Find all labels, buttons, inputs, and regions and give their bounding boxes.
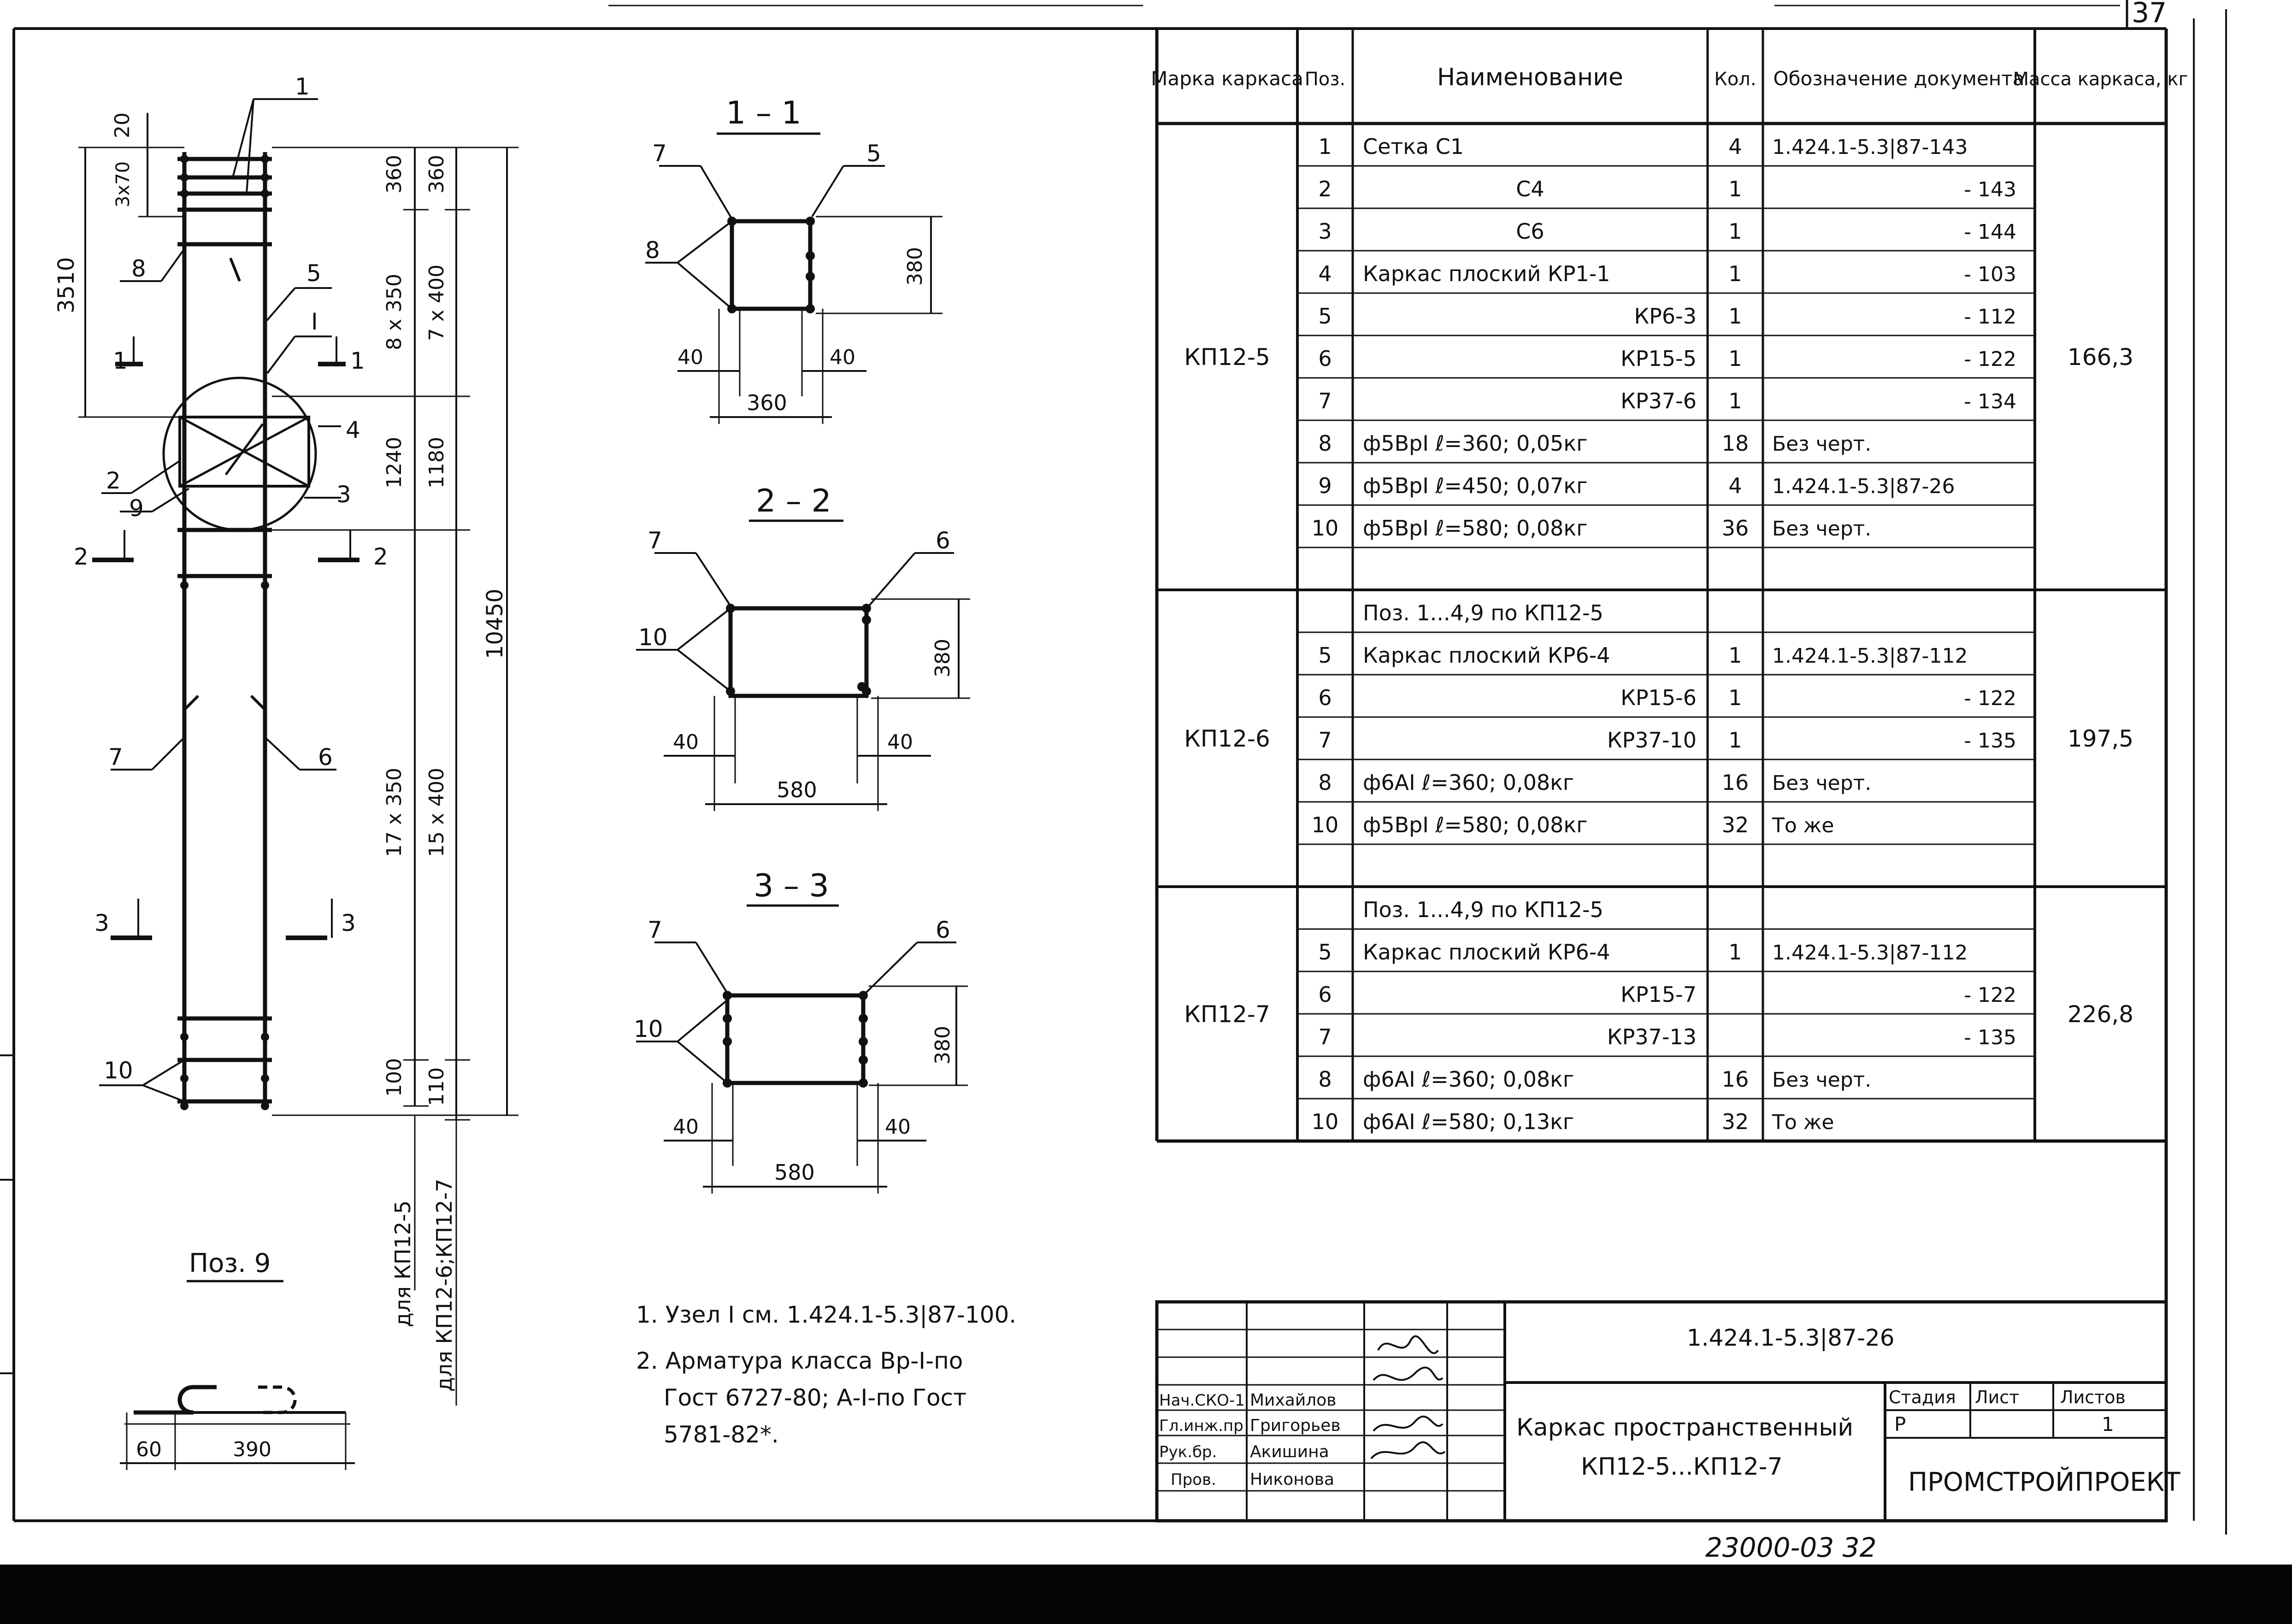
qty-cell: 4	[1728, 134, 1742, 159]
svg-text:1: 1	[2102, 1413, 2114, 1436]
svg-text:3: 3	[336, 481, 351, 508]
qty-cell: 1	[1728, 346, 1742, 371]
svg-text:7: 7	[108, 744, 123, 771]
qty-cell: 18	[1721, 431, 1749, 456]
svg-text:10450: 10450	[482, 588, 508, 659]
svg-text:40: 40	[673, 730, 699, 754]
name-cell: Поз. 1...4,9 по КП12-5	[1363, 897, 1603, 923]
svg-text:Стадия: Стадия	[1889, 1387, 1956, 1407]
svg-text:1 – 1: 1 – 1	[726, 95, 801, 131]
svg-text:110: 110	[425, 1067, 448, 1106]
svg-text:2: 2	[106, 467, 121, 494]
organization: ПРОМСТРОЙПРОЕКТ	[1908, 1467, 2180, 1497]
pos-cell: 10	[1311, 1109, 1339, 1135]
svg-text:3: 3	[94, 910, 109, 936]
title-line-2: КП12-5...КП12-7	[1581, 1453, 1783, 1481]
qty-cell: 16	[1721, 770, 1749, 795]
pos-cell: 6	[1318, 982, 1332, 1007]
svg-text:20: 20	[111, 112, 134, 138]
header-4: Обозначение документа	[1773, 67, 2025, 90]
svg-text:I: I	[311, 308, 318, 335]
doc-cell: 1.424.1-5.3|87-112	[1772, 941, 1968, 965]
title-line-1: Каркас пространственный	[1516, 1414, 1854, 1442]
name-cell: Каркас плоский КР1-1	[1363, 261, 1610, 287]
svg-text:1: 1	[295, 73, 310, 100]
scope-label-kp12-6-7: для КП12-6;КП12-7	[432, 1178, 457, 1392]
section-3-3	[634, 868, 968, 1194]
svg-text:3: 3	[341, 910, 356, 936]
svg-text:15 x 400: 15 x 400	[425, 768, 448, 857]
qty-cell: 1	[1728, 728, 1742, 753]
pos9-detail	[120, 1248, 355, 1470]
doc-code: 1.424.1-5.3|87-26	[1687, 1324, 1895, 1351]
doc-cell: - 143	[1964, 178, 2016, 202]
note-1: 1. Узел I см. 1.424.1-5.3|87-100.	[636, 1301, 1017, 1328]
svg-text:10: 10	[634, 1016, 663, 1042]
pos-cell: 4	[1318, 261, 1332, 287]
scope-label-kp12-5: для КП12-5	[390, 1200, 415, 1327]
archive-number: 23000-03 32	[1705, 1532, 1877, 1563]
pos-cell: 5	[1318, 643, 1332, 668]
name-cell: Поз. 1...4,9 по КП12-5	[1363, 600, 1603, 626]
page-number: 37	[2132, 0, 2167, 29]
svg-text:5: 5	[306, 260, 321, 287]
name-cell: КР15-6	[1620, 685, 1697, 711]
svg-text:7: 7	[652, 140, 667, 167]
svg-text:3x70: 3x70	[112, 161, 134, 207]
svg-text:Рук.бр.: Рук.бр.	[1159, 1443, 1217, 1461]
pos-cell: 5	[1318, 940, 1332, 965]
svg-text:Михайлов: Михайлов	[1250, 1391, 1337, 1410]
svg-text:7: 7	[648, 527, 662, 554]
svg-text:6: 6	[936, 527, 950, 554]
svg-text:1: 1	[350, 347, 365, 374]
section-2-2	[636, 483, 970, 811]
doc-cell: 1.424.1-5.3|87-112	[1772, 644, 1968, 668]
svg-text:17 x 350: 17 x 350	[383, 768, 406, 857]
svg-text:380: 380	[931, 1026, 955, 1065]
frame-mass: 226,8	[2067, 1001, 2134, 1028]
pos-cell: 5	[1318, 304, 1332, 329]
qty-cell: 4	[1728, 473, 1742, 499]
pos-cell: 10	[1311, 812, 1339, 838]
name-cell: С6	[1516, 219, 1544, 244]
header-5: Масса каркаса, кг	[2013, 69, 2188, 90]
svg-text:9: 9	[129, 495, 144, 522]
name-cell: С4	[1516, 177, 1544, 202]
scan-bottom-edge	[0, 1565, 2292, 1624]
svg-text:40: 40	[887, 730, 913, 754]
doc-cell: Без черт.	[1772, 771, 1872, 795]
frame-mass: 197,5	[2067, 725, 2134, 752]
svg-text:100: 100	[383, 1058, 406, 1097]
svg-text:60: 60	[136, 1438, 162, 1461]
svg-text:8 x 350: 8 x 350	[383, 274, 406, 350]
doc-cell: То же	[1772, 814, 1834, 838]
svg-text:Гл.инж.пр: Гл.инж.пр	[1159, 1417, 1243, 1435]
svg-text:Григорьев: Григорьев	[1250, 1416, 1341, 1435]
signature-scribbles	[1371, 1336, 1445, 1459]
svg-text:Нач.СКО-1: Нач.СКО-1	[1159, 1391, 1245, 1410]
name-cell: ф5ВрI ℓ=450; 0,07кг	[1363, 473, 1588, 499]
name-cell: ф5ВрI ℓ=360; 0,05кг	[1363, 431, 1588, 456]
pos-cell: 6	[1318, 346, 1332, 371]
doc-cell: 1.424.1-5.3|87-26	[1772, 475, 1955, 499]
svg-text:40: 40	[678, 346, 703, 369]
qty-cell: 1	[1728, 261, 1742, 287]
svg-text:7 x 400: 7 x 400	[425, 265, 448, 341]
pos-cell: 2	[1318, 177, 1332, 202]
svg-text:1240: 1240	[383, 437, 406, 488]
doc-cell: 1.424.1-5.3|87-143	[1772, 135, 1968, 159]
specification-table	[1151, 29, 2188, 1141]
note-2: 2. Арматура класса Вр-I-по	[636, 1347, 963, 1374]
svg-text:580: 580	[774, 1160, 815, 1185]
svg-text:40: 40	[673, 1115, 699, 1139]
svg-text:3 – 3: 3 – 3	[754, 868, 829, 904]
qty-cell: 1	[1728, 219, 1742, 244]
svg-text:5: 5	[866, 140, 881, 167]
name-cell: КР37-13	[1607, 1024, 1697, 1050]
svg-text:360: 360	[383, 155, 406, 194]
pos-cell: 8	[1318, 431, 1332, 456]
frame-mass: 166,3	[2067, 344, 2134, 371]
pos9-title: Поз. 9	[189, 1248, 271, 1278]
pos-cell: 3	[1318, 219, 1332, 244]
svg-text:10: 10	[104, 1057, 133, 1084]
svg-text:6: 6	[936, 917, 950, 943]
svg-text:1180: 1180	[425, 437, 448, 488]
pos-cell: 7	[1318, 728, 1332, 753]
name-cell: КР6-3	[1634, 304, 1697, 329]
pos-cell: 8	[1318, 1067, 1332, 1092]
svg-text:Никонова: Никонова	[1250, 1470, 1335, 1489]
svg-text:2: 2	[74, 543, 88, 570]
pos-cell: 10	[1311, 516, 1339, 541]
doc-cell: - 122	[1964, 687, 2016, 711]
svg-text:1: 1	[113, 347, 128, 374]
doc-cell: Без черт.	[1772, 432, 1872, 456]
section-1-1	[645, 95, 943, 424]
name-cell: ф5ВрI ℓ=580; 0,08кг	[1363, 812, 1588, 838]
doc-cell: - 103	[1964, 263, 2016, 287]
note-4: 5781-82*.	[664, 1421, 779, 1448]
notes	[636, 1301, 1016, 1448]
frame-mark: КП12-7	[1184, 1001, 1270, 1028]
qty-cell: 36	[1721, 516, 1749, 541]
name-cell: Сетка С1	[1363, 134, 1464, 159]
doc-cell: - 135	[1964, 1026, 2016, 1050]
svg-text:4: 4	[346, 417, 360, 443]
pos-cell: 9	[1318, 473, 1332, 499]
doc-cell: Без черт.	[1772, 1068, 1872, 1092]
svg-text:Лист: Лист	[1975, 1387, 2020, 1407]
note-3: Гост 6727-80; А-I-по Гост	[664, 1384, 967, 1411]
name-cell: ф6АI ℓ=360; 0,08кг	[1363, 770, 1574, 795]
name-cell: Каркас плоский КР6-4	[1363, 940, 1610, 965]
header-3: Кол.	[1714, 69, 1756, 90]
svg-text:380: 380	[931, 639, 955, 677]
frame-mark: КП12-6	[1184, 725, 1270, 752]
header-2: Наименование	[1437, 64, 1624, 91]
svg-text:Р: Р	[1894, 1413, 1906, 1436]
qty-cell: 1	[1728, 643, 1742, 668]
svg-text:Листов: Листов	[2060, 1387, 2126, 1407]
svg-text:7: 7	[648, 917, 662, 943]
svg-text:3510: 3510	[53, 257, 79, 313]
svg-text:360: 360	[747, 390, 787, 415]
name-cell: Каркас плоский КР6-4	[1363, 643, 1610, 668]
svg-text:8: 8	[645, 237, 660, 264]
svg-text:2: 2	[373, 543, 388, 570]
qty-cell: 16	[1721, 1067, 1749, 1092]
name-cell: ф5ВрI ℓ=580; 0,08кг	[1363, 516, 1588, 541]
column-dimension-labels	[53, 112, 508, 1106]
doc-cell: - 134	[1964, 390, 2016, 414]
qty-cell: 1	[1728, 304, 1742, 329]
pos-cell: 6	[1318, 685, 1332, 711]
qty-cell: 32	[1721, 1109, 1749, 1135]
svg-text:8: 8	[131, 255, 146, 282]
svg-text:6: 6	[318, 744, 333, 771]
doc-cell: - 122	[1964, 983, 2016, 1007]
svg-text:Акишина: Акишина	[1250, 1442, 1329, 1461]
doc-cell: - 122	[1964, 347, 2016, 371]
svg-text:390: 390	[233, 1438, 271, 1461]
svg-text:580: 580	[777, 777, 817, 802]
doc-cell: Без черт.	[1772, 517, 1872, 541]
name-cell: КР15-7	[1620, 982, 1697, 1007]
pos-cell: 7	[1318, 1024, 1332, 1050]
pos-cell: 8	[1318, 770, 1332, 795]
pos-cell: 7	[1318, 388, 1332, 414]
svg-text:10: 10	[638, 624, 668, 651]
svg-text:40: 40	[830, 346, 855, 369]
frame-mark: КП12-5	[1184, 344, 1270, 371]
name-cell: ф6АI ℓ=360; 0,08кг	[1363, 1067, 1574, 1092]
qty-cell: 1	[1728, 940, 1742, 965]
qty-cell: 32	[1721, 812, 1749, 838]
name-cell: КР15-5	[1620, 346, 1697, 371]
qty-cell: 1	[1728, 685, 1742, 711]
doc-cell: - 112	[1964, 305, 2016, 329]
pos-cell: 1	[1318, 134, 1332, 159]
name-cell: КР37-10	[1607, 728, 1697, 753]
header-0: Марка каркаса	[1151, 67, 1303, 90]
svg-text:Пров.: Пров.	[1171, 1471, 1216, 1489]
name-cell: ф6АI ℓ=580; 0,13кг	[1363, 1109, 1574, 1135]
svg-text:40: 40	[885, 1115, 911, 1139]
svg-text:2 – 2: 2 – 2	[756, 483, 831, 519]
doc-cell: - 144	[1964, 220, 2016, 244]
svg-text:360: 360	[425, 155, 448, 194]
header-1: Поз.	[1304, 69, 1346, 90]
doc-cell: То же	[1772, 1111, 1834, 1135]
qty-cell: 1	[1728, 177, 1742, 202]
doc-cell: - 135	[1964, 729, 2016, 753]
title-block	[1157, 1302, 2180, 1521]
qty-cell: 1	[1728, 388, 1742, 414]
svg-text:380: 380	[903, 247, 927, 286]
name-cell: КР37-6	[1620, 388, 1697, 414]
